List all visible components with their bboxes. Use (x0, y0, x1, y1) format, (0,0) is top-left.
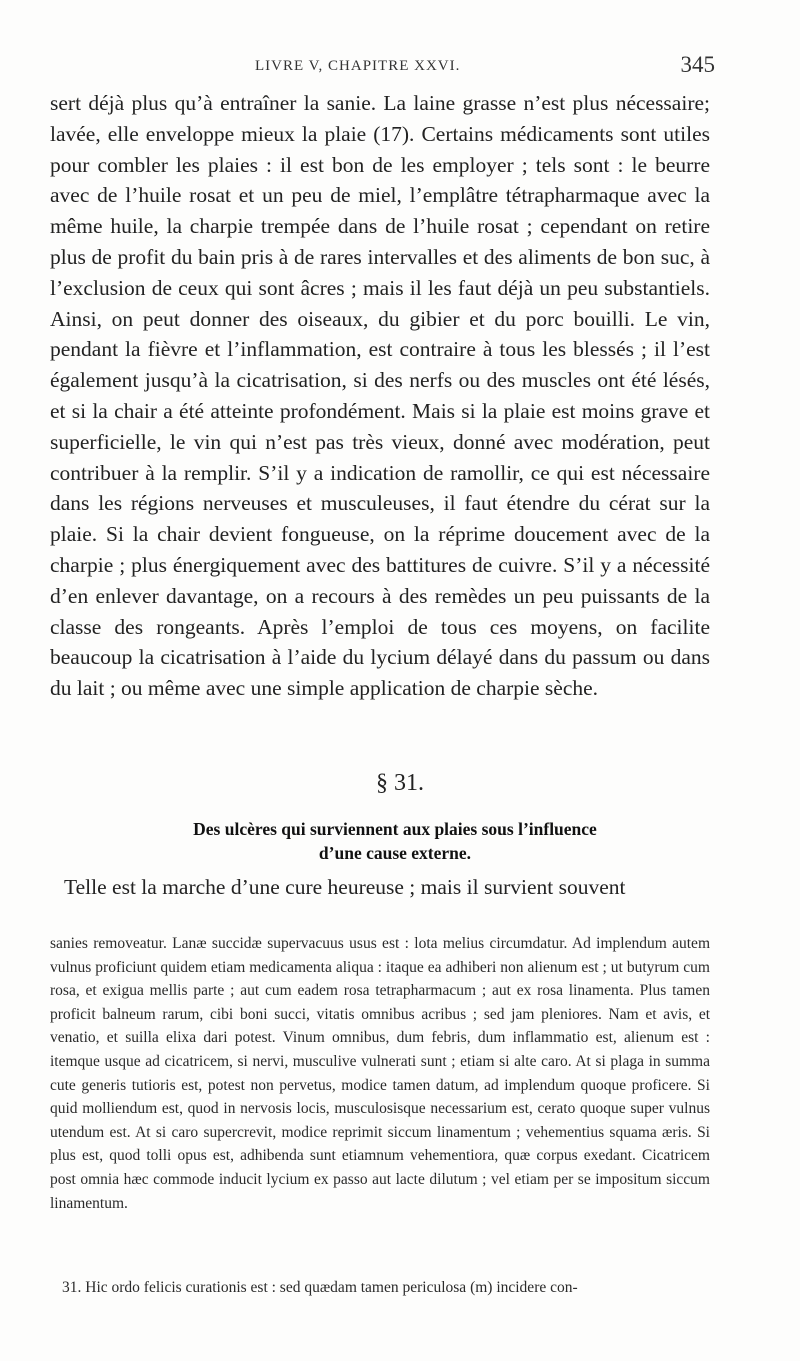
section-title (75, 817, 715, 865)
page-number: 345 (680, 52, 715, 77)
page-header (50, 50, 715, 90)
latin-section-31-line: 31. Hic ordo felicis curationis est : sed quædam tamen periculosa (m) incidere con- (62, 1279, 578, 1296)
section-number: § 31. (376, 770, 424, 796)
section-title-line-2: d’une cause externe. (318, 843, 472, 863)
section-title-line-1: Des ulcères qui surviennent aux plaies sous l’influence (193, 819, 597, 839)
latin-original-paragraph: sanies removeatur. Lanæ succidæ supervacuus usus est : lota melius circumdatur. Ad implendum autem vulnus proficiunt quidem etiam medicamenta aliqua : itaque ea adhiberi non alienum est ; ut butyrum cum rosa, et exigua mellis parte ; aut cum eadem rosa tetrapharmacum ; aut ex rosa linamenta. Plus tamen proficit balneum rarum, cibi boni succi, vitatis omnibus acribus ; sed jam pleniores. Nam et avis, et venatio, et suilla elixa dari potest. Vinum omnibus, dum febris, dum inflammatio est, alienum est : itemque usque ad cicatricem, si nervi, musculive vulnerati sunt ; etiam si alte caro. At si plaga in summa cute generis tutioris est, potest non pervetus, modice tamen datum, ad implendum quoque proficere. Si quid molliendum est, quod in nervosis locis, musculosisque necessarium est, cerato quoque super vulnus utendum est. At si caro supercrevit, modice reprimit siccum linamentum ; vehementius squama æris. Si plus est, quod tolli opus est, adhibenda sunt etiamnum vehementiora, quæ corpus exedant. Cicatricem post omnia hæc commode inducit lycium ex passo aut lacte dilutum ; vel etiam per se impositum siccum linamentum. (50, 935, 710, 1212)
section-first-line: Telle est la marche d’une cure heureuse ; mais il survient souvent (64, 875, 626, 899)
running-head: LIVRE V, CHAPITRE XXVI. (255, 58, 461, 74)
french-translation-paragraph: sert déjà plus qu’à entraîner la sanie. La laine grasse n’est plus nécessaire; lavée, elle enveloppe mieux la plaie (17). Certains médicaments sont utiles pour combler les plaies : il est bon de les employer ; tels sont : le beurre avec de l’huile rosat et un peu de miel, l’emplâtre tétrapharmaque avec la même huile, la charpie trempée dans de l’huile rosat ; cependant on retire plus de profit du bain pris à de rares intervalles et des aliments de bon suc, à l’exclusion de ceux qui sont âcres ; mais il les faut déjà un peu substantiels. Ainsi, on peut donner des oiseaux, du gibier et du porc bouilli. Le vin, pendant la fièvre et l’inflammation, est contraire à tous les blessés ; il l’est également jusqu’à la cicatrisation, si des nerfs ou des muscles ont été lésés, et si la chair a été atteinte profondément. Mais si la plaie est moins grave et superficielle, le vin qui n’est pas très vieux, donné avec modération, peut contribuer à la remplir. S’il y a indication de ramollir, ce qui est nécessaire dans les régions nerveuses et musculeuses, il faut étendre du cérat sur la plaie. Si la chair devient fongueuse, on la réprime doucement avec de la charpie ; plus énergiquement avec des battitures de cuivre. S’il y a nécessité d’en enlever davantage, on a recours à des remèdes un peu puissants de la classe des rongeants. Après l’emploi de tous ces moyens, on facilite beaucoup la cicatrisation à l’aide du lycium délayé dans du passum ou dans du lait ; ou même avec une simple application de charpie sèche. (50, 91, 710, 701)
